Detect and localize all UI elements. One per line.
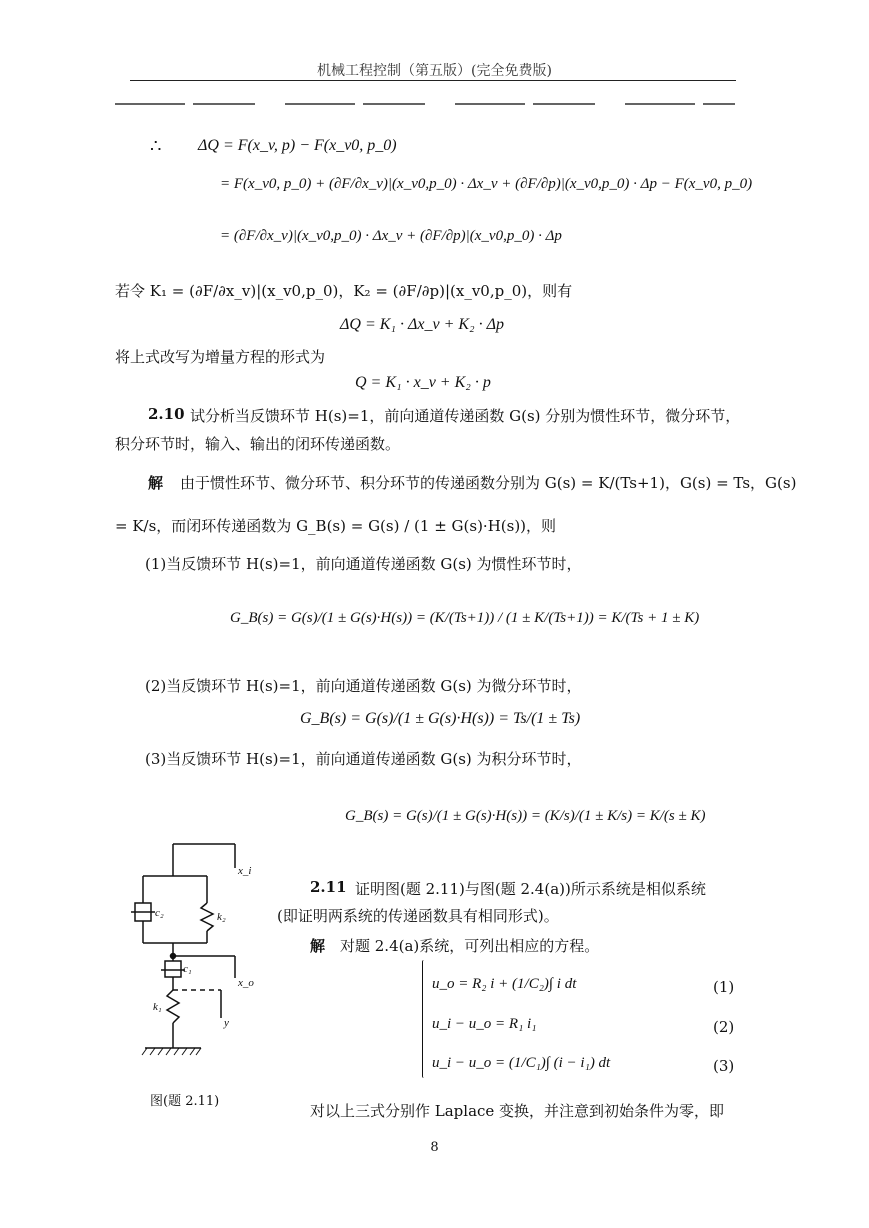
system-equation-1: u_o = R₂ i + (1/C₂)∫ i dt	[432, 976, 577, 992]
case-2-text: (2)当反馈环节 H(s)=1，前向通道传递函数 G(s) 为微分环节时，	[145, 677, 582, 695]
page-number: 8	[430, 1140, 439, 1155]
problem-2-10-text: 试分析当反馈环节 H(s)=1，前向通道传递函数 G(s) 分别为惯性环节，微分环节，	[190, 407, 741, 425]
label-k2: k₂	[217, 911, 226, 923]
case-1-text: (1)当反馈环节 H(s)=1，前向通道传递函数 G(s) 为惯性环节时，	[145, 555, 582, 573]
equation-dq-1: ΔQ = F(x_v, p) − F(x_v0, p_0)	[198, 137, 397, 154]
solution-text-1: 由于惯性环节、微分环节、积分环节的传递函数分别为 G(s) = K/(Ts+1)，G(s) = Ts，G(s)	[180, 474, 797, 492]
case-2-equation: G_B(s) = G(s)/(1 ± G(s)·H(s)) = Ts/(1 ± Ts)	[300, 710, 581, 727]
rewrite-statement: 将上式改写为增量方程的形式为	[115, 348, 326, 366]
problem-number-2-11: 2.11	[310, 878, 347, 896]
label-xi: x_i	[238, 865, 252, 877]
equation-dq-3: = (∂F/∂x_v)|(x_v0,p_0) · Δx_v + (∂F/∂p)|(x_v0,p_0) · Δp	[220, 228, 562, 244]
header-rule	[130, 80, 736, 81]
problem-number-2-10: 2.10	[148, 405, 185, 423]
equation-dq-2: = F(x_v0, p_0) + (∂F/∂x_v)|(x_v0,p_0) · Δx_v + (∂F/∂p)|(x_v0,p_0) · Δp − F(x_v0, p_0)	[220, 176, 753, 192]
equation-q: Q = K₁ · x_v + K₂ · p	[355, 374, 491, 391]
label-y: y	[224, 1017, 229, 1029]
system-equation-2: u_i − u_o = R₁ i₁	[432, 1016, 537, 1032]
problem-2-10-text-cont: 积分环节时，输入、输出的闭环传递函数。	[115, 435, 401, 453]
therefore-symbol: ∴	[150, 136, 162, 157]
scan-artifact-line	[115, 103, 735, 105]
solution-text-2: = K/s，而闭环传递函数为 G_B(s) = G(s) / (1 ± G(s)·H(s))，则	[115, 517, 557, 535]
system-equation-3: u_i − u_o = (1/C₁)∫ (i − i₁) dt	[432, 1055, 611, 1071]
label-k1: k₁	[153, 1001, 162, 1013]
let-statement: 若令 K₁ = (∂F/∂x_v)|(x_v0,p_0)，K₂ = (∂F/∂p)|(x_v0,p_0)，则有	[115, 282, 573, 300]
system-brace	[422, 960, 427, 1078]
spring-damper-figure	[125, 838, 275, 1068]
problem-2-11-text-2: (即证明两系统的传递函数具有相同形式)。	[277, 907, 559, 925]
page-header: 机械工程控制（第五版）(完全免费版)	[317, 63, 552, 79]
solution-label-2: 解	[310, 937, 326, 955]
equation-tag-3: (3)	[713, 1057, 735, 1075]
solution-label: 解	[148, 474, 164, 492]
case-3-equation: G_B(s) = G(s)/(1 ± G(s)·H(s)) = (K/s)/(1 ± K/s) = K/(s ± K)	[345, 808, 706, 824]
equation-dq-final: ΔQ = K₁ · Δx_v + K₂ · Δp	[340, 316, 504, 333]
label-c1: c₁	[183, 963, 192, 975]
label-xo: x_o	[238, 977, 254, 989]
problem-2-11-text-1: 证明图(题 2.11)与图(题 2.4(a))所示系统是相似系统	[355, 880, 706, 898]
figure-caption: 图(题 2.11)	[150, 1094, 220, 1109]
case-1-equation: G_B(s) = G(s)/(1 ± G(s)·H(s)) = (K/(Ts+1)) / (1 ± K/(Ts+1)) = K/(Ts + 1 ± K)	[230, 610, 700, 626]
label-c2: c₂	[155, 907, 164, 919]
solution-2-text: 对题 2.4(a)系统，可列出相应的方程。	[340, 937, 600, 955]
equation-tag-1: (1)	[713, 978, 735, 996]
laplace-statement: 对以上三式分别作 Laplace 变换，并注意到初始条件为零，即	[310, 1102, 725, 1120]
equation-tag-2: (2)	[713, 1018, 735, 1036]
case-3-text: (3)当反馈环节 H(s)=1，前向通道传递函数 G(s) 为积分环节时，	[145, 750, 582, 768]
